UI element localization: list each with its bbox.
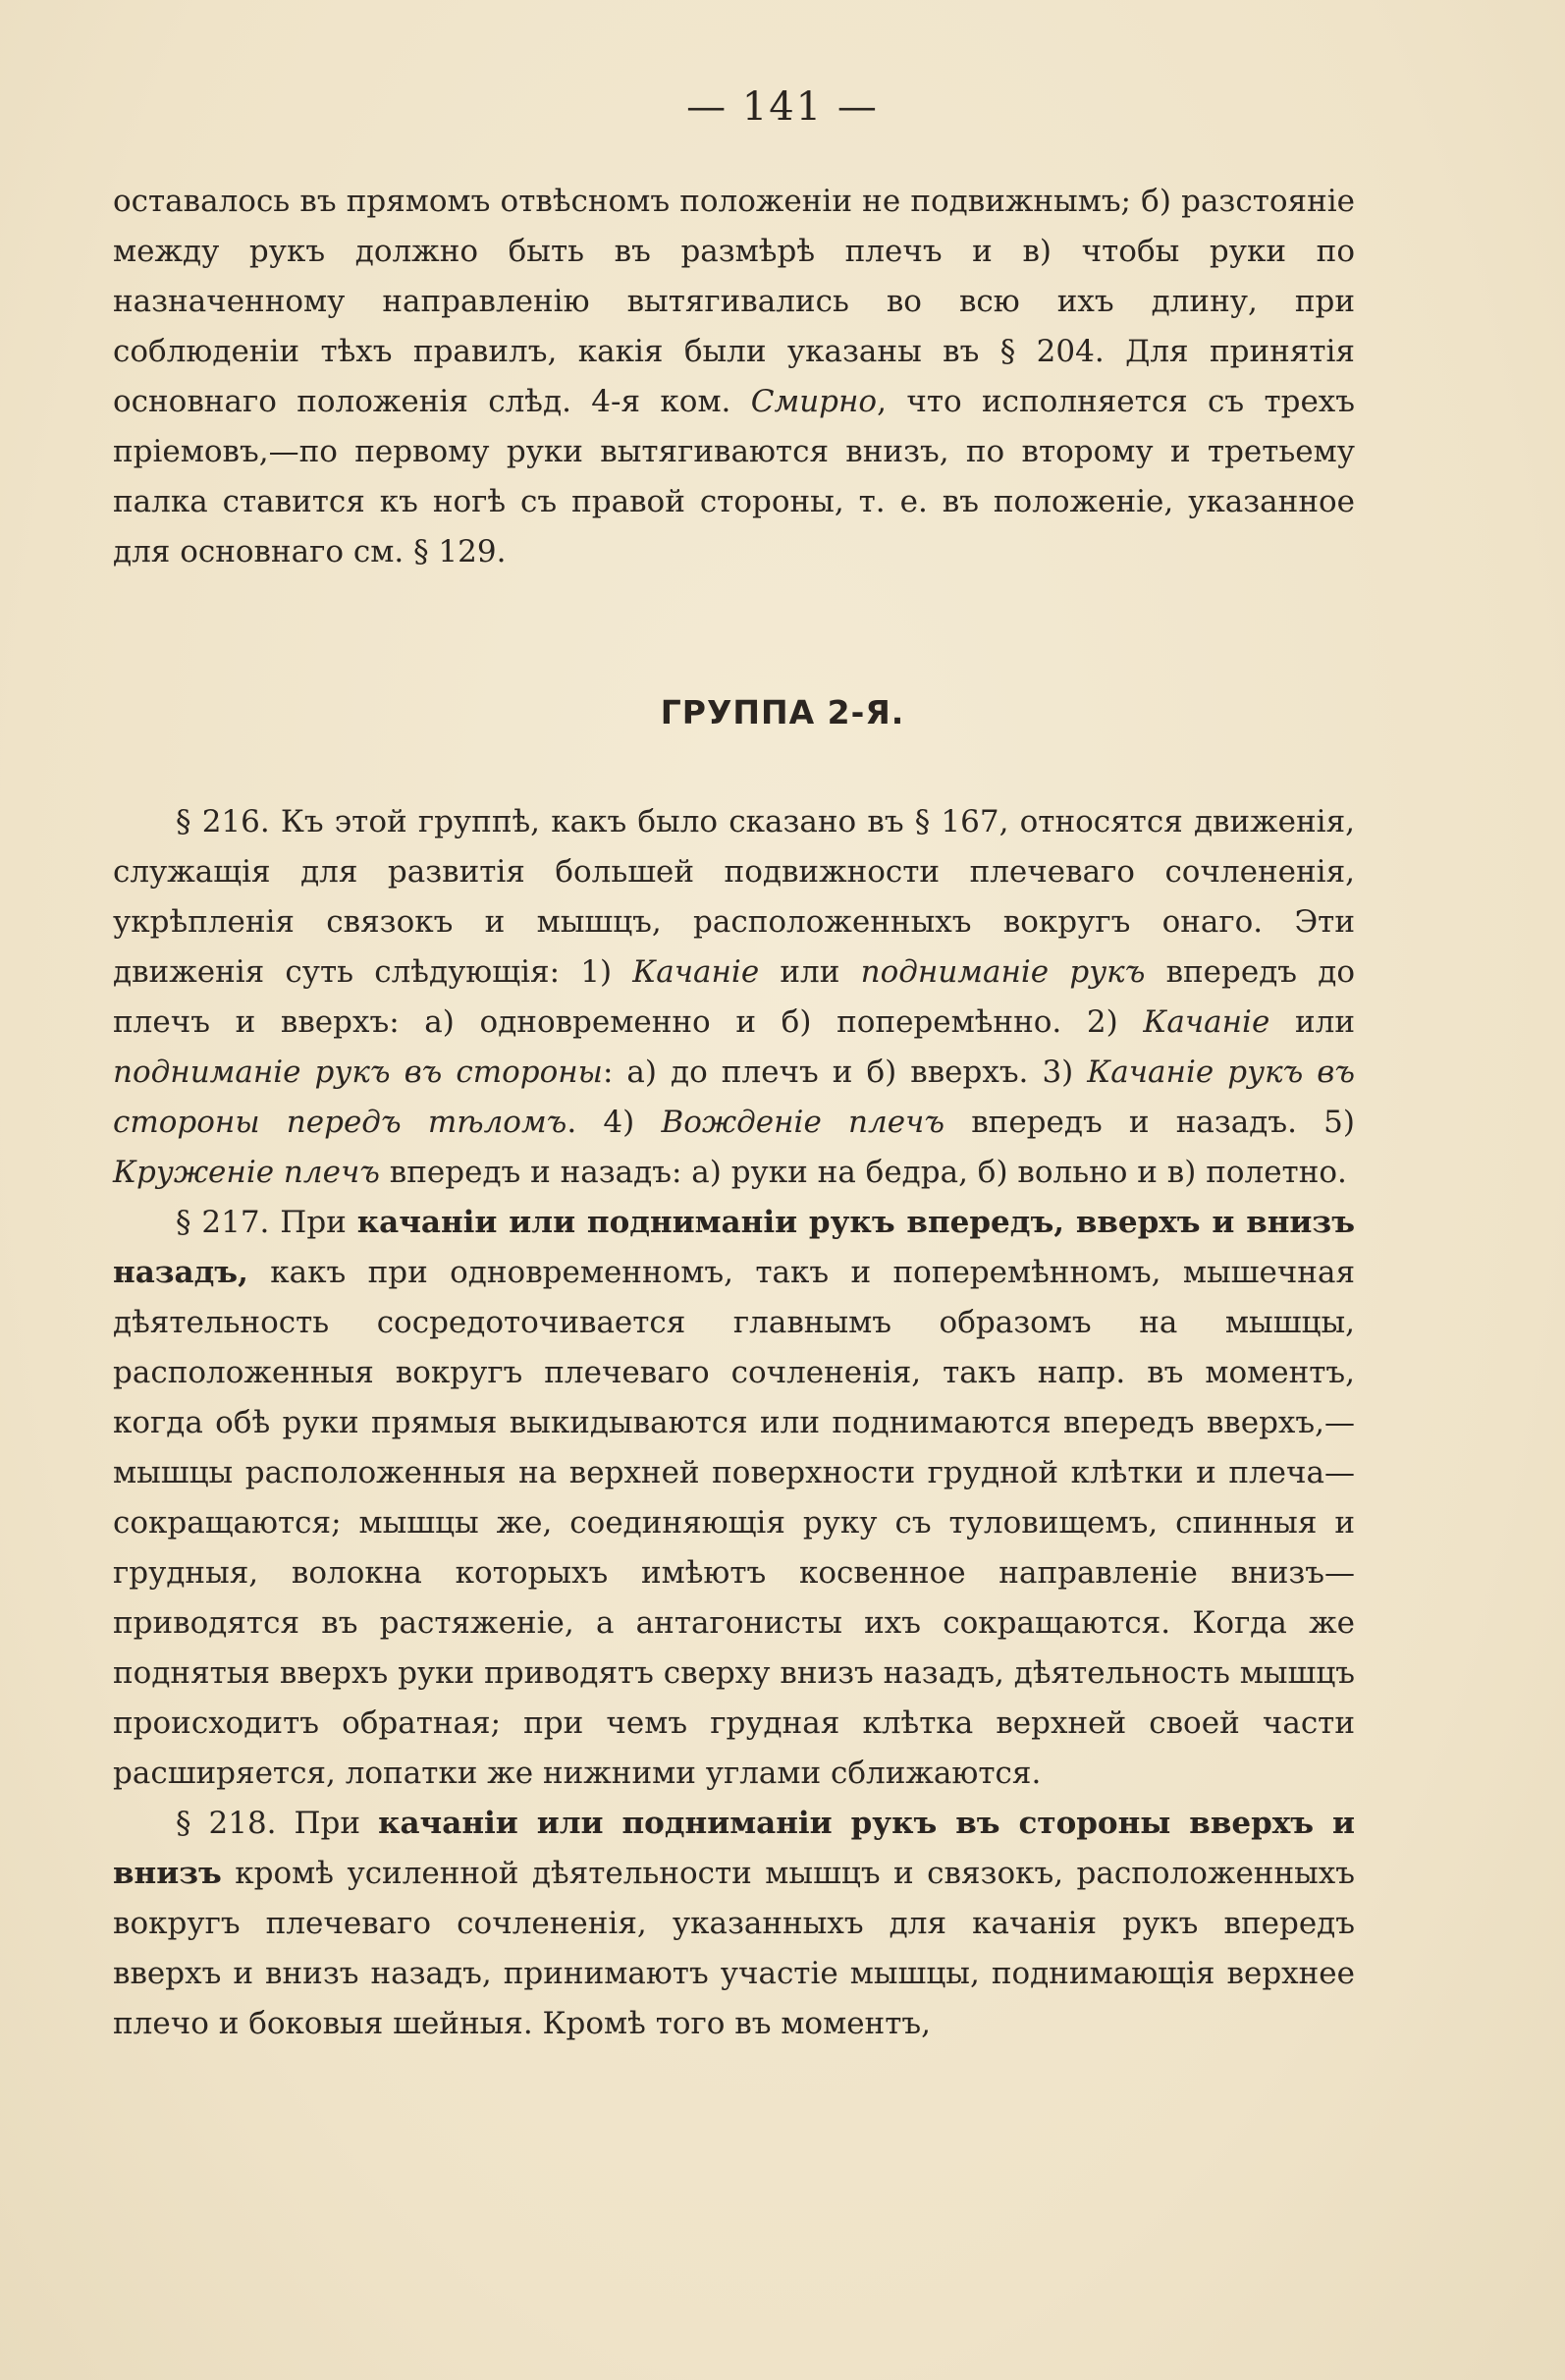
text-run: : а) до плечъ и б) вверхъ. 3) <box>602 1055 1088 1090</box>
text-run: § 216. Къ этой группѣ, какъ было сказано въ § 167, относятся движенія, служащія для развитія большей подвижности плечеваго сочлененія, укрѣпленія связокъ и мышцъ, расположенныхъ вокругъ онаго. Эти движенія суть слѣдующія: 1) <box>113 804 1355 990</box>
text-run: или <box>759 954 861 990</box>
text-run-italic: подниманіе рукъ <box>860 954 1146 990</box>
text-run-italic: Качаніе рукъ въ стороны передъ тѣломъ <box>113 1055 1355 1140</box>
text-run: или <box>1269 1004 1355 1040</box>
text-run: § 217. При <box>176 1205 357 1240</box>
text-run: , что исполняется съ трехъ пріемовъ,—по первому руки вытягиваются внизъ, по второму и третьему палка ставится къ ногѣ съ правой стороны, т. е. въ положеніе, указанное для основнаго см. § 129. <box>113 384 1356 569</box>
section-heading: ГРУППА 2-Я. <box>660 693 905 731</box>
paragraph-216 <box>113 797 1355 1198</box>
body-text <box>113 797 1355 2049</box>
paragraph-217 <box>113 1198 1355 1799</box>
text-run-bold: качаніи или подниманіи рукъ въ стороны вверхъ и внизъ <box>113 1806 1355 1891</box>
text-run-italic: Круженіе плечъ <box>113 1155 380 1190</box>
page-number: — 141 — <box>686 84 879 130</box>
text-run-italic: Вожденіе плечъ <box>661 1105 944 1140</box>
text-run: какъ при одновременномъ, такъ и поперемѣнномъ, мышечная дѣятельность сосредоточивается главнымъ образомъ на мышцы, расположенныя вокругъ плечеваго сочлененія, такъ напр. въ моментъ, когда обѣ руки прямыя выкидываются или поднимаются впередъ вверхъ,— мышцы расположенныя на верхней поверхности грудной клѣтки и плеча—сокращаются; мышцы же, соединяющія руку съ туловищемъ, спинныя и грудныя, волокна которыхъ имѣютъ косвенное направленіе внизъ—приводятся въ растяженіе, а антагонисты ихъ сокращаются. Когда же поднятыя вверхъ руки приводятъ сверху внизъ назадъ, дѣятельность мышцъ происходитъ обратная; при чемъ грудная клѣтка верхней своей части расширяется, лопатки же нижними углами сближаются. <box>113 1255 1355 1791</box>
text-run-italic: Смирно <box>750 384 878 419</box>
text-run-italic: подниманіе рукъ въ стороны <box>113 1055 603 1090</box>
paragraph-218 <box>113 1799 1355 2049</box>
text-run: впередъ и назадъ: а) руки на бедра, б) вольно и в) полетно. <box>379 1155 1347 1190</box>
paragraph-continued <box>113 177 1355 577</box>
text-run: впередъ до плечъ и вверхъ: а) одновременно и б) поперемѣнно. 2) <box>113 954 1355 1040</box>
text-run-bold: качаніи или подниманіи рукъ впередъ, вверхъ и внизъ назадъ, <box>113 1205 1355 1290</box>
text-run: . 4) <box>567 1105 662 1140</box>
intro-paragraph <box>113 177 1355 577</box>
text-run: § 218. При <box>176 1806 379 1841</box>
text-run-italic: Качаніе <box>632 954 760 990</box>
text-run: оставалось въ прямомъ отвѣсномъ положеніи не подвижнымъ; б) разстояніе между рукъ должно быть въ размѣрѣ плечъ и в) чтобы руки по назначенному направленію вытягивались во всю ихъ длину, при соблюденіи тѣхъ правилъ, какія были указаны въ § 204. Для принятія основнаго положенія слѣд. 4-я ком. <box>113 184 1355 419</box>
text-run-italic: Качаніе <box>1143 1004 1270 1040</box>
text-run: впередъ и назадъ. 5) <box>944 1105 1355 1140</box>
text-run: кромѣ усиленной дѣятельности мышцъ и связокъ, расположенныхъ вокругъ плечеваго сочлененія, указанныхъ для качанія рукъ впередъ вверхъ и внизъ назадъ, принимаютъ участіе мышцы, поднимающія верхнее плечо и боковыя шейныя. Кромѣ того въ моментъ, <box>113 1856 1355 2041</box>
